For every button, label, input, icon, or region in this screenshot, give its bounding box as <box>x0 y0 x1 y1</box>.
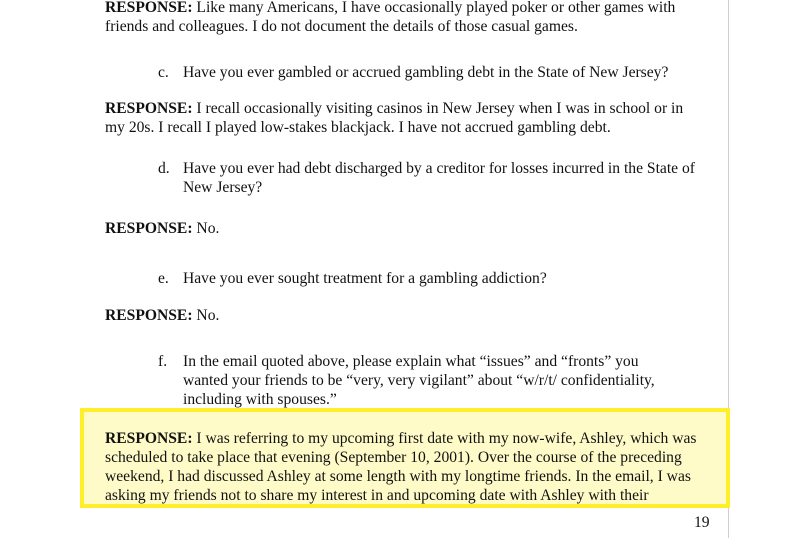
question-letter: c. <box>158 64 169 81</box>
response-e <box>105 306 705 325</box>
response-text: Like many Americans, I have occasionally played poker or other games with friends and colleagues. I do not document the details of those casual games. <box>105 0 676 35</box>
response-d <box>105 219 705 238</box>
response-top <box>105 0 705 36</box>
response-label: RESPONSE: <box>105 0 193 16</box>
response-label: RESPONSE: <box>105 307 193 324</box>
response-text: No. <box>192 307 220 324</box>
response-label: RESPONSE: <box>105 220 193 237</box>
response-text: I was referring to my upcoming first date with my now-wife, Ashley, which was scheduled to take place that evening (September 10, 2001). Over the course of the preceding weekend, I had discussed Ashley at some length with my longtime friends. In the email, I was asking my friends not to share my interest in and upcoming date with Ashley with their <box>105 430 697 504</box>
response-c <box>105 99 705 137</box>
response-label: RESPONSE: <box>105 430 193 447</box>
question-text: Have you ever gambled or accrued gambling debt in the State of New Jersey? <box>183 64 669 81</box>
highlighted-response-box <box>80 408 730 508</box>
question-text: Have you ever sought treatment for a gambling addiction? <box>183 270 547 287</box>
response-text: No. <box>192 220 220 237</box>
question-c <box>158 63 698 82</box>
page-number: 19 <box>694 514 710 531</box>
response-text: I recall occasionally visiting casinos in New Jersey when I was in school or in my 20s. I recall I played low-stakes blackjack. I have not accrued gambling debt. <box>105 100 684 136</box>
response-f <box>105 429 705 505</box>
response-label: RESPONSE: <box>105 100 193 117</box>
question-letter: f. <box>158 353 168 370</box>
question-e <box>158 269 698 288</box>
question-text: In the email quoted above, please explain what “issues” and “fronts” you wanted your friends to be “very, very vigilant” about “w/r/t/ confidentiality, including with spouses.” <box>183 353 655 408</box>
question-text: Have you ever had debt discharged by a creditor for losses incurred in the State of New Jersey? <box>183 160 695 196</box>
question-d <box>158 159 698 197</box>
question-f <box>158 352 698 409</box>
question-letter: d. <box>158 160 170 177</box>
question-letter: e. <box>158 270 169 287</box>
